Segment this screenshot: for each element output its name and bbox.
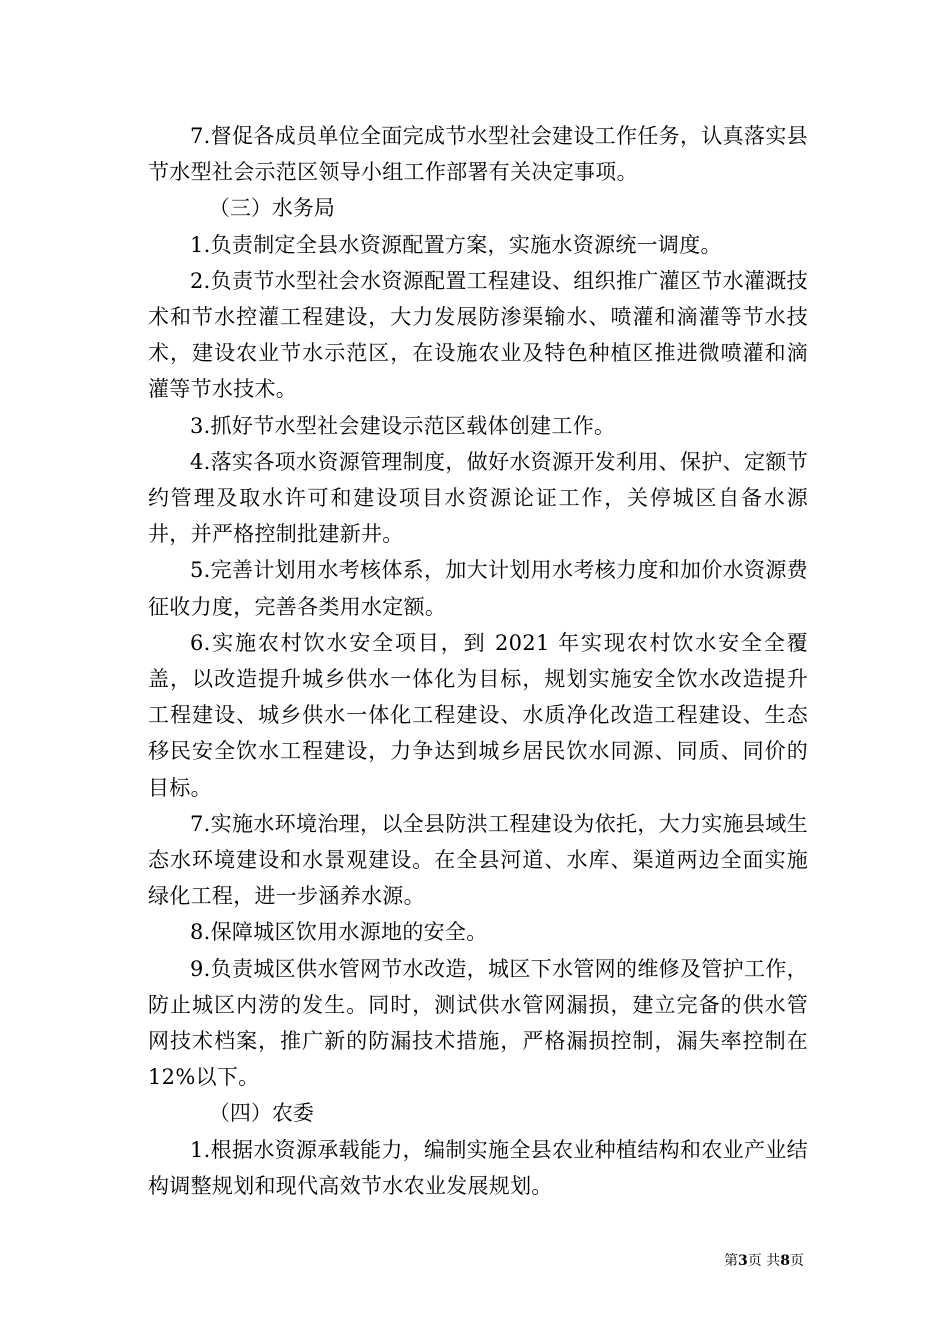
footer-current-page: 3	[738, 1253, 748, 1269]
paragraph: 1.根据水资源承载能力，编制实施全县农业种植结构和农业产业结构调整规划和现代高效节水农业发展规划。	[148, 1137, 808, 1198]
document-body	[148, 118, 808, 1204]
paragraph: 5.完善计划用水考核体系，加大计划用水考核力度和加价水资源费征收力度，完善各类用水定额。	[148, 558, 808, 619]
paragraph: 1.负责制定全县水资源配置方案，实施水资源统一调度。	[190, 232, 722, 257]
section-heading: （四）农委	[208, 1101, 314, 1126]
footer-total-pages: 8	[780, 1253, 790, 1269]
paragraph: 3.抓好节水型社会建设示范区载体创建工作。	[190, 413, 616, 438]
section-heading: （三）水务局	[208, 196, 335, 221]
footer-suffix: 页	[790, 1253, 804, 1269]
paragraph: 8.保障城区饮用水源地的安全。	[190, 920, 488, 945]
page-footer	[724, 1252, 804, 1270]
paragraph: 2.负责节水型社会水资源配置工程建设、组织推广灌区节水灌溉技术和节水控灌工程建设，大力发展防渗渠输水、喷灌和滴灌等节水技术，建设农业节水示范区，在设施农业及特色种植区推进微喷灌和滴灌等节水技术。	[148, 268, 808, 402]
paragraph: 9.负责城区供水管网节水改造，城区下水管网的维修及管护工作，防止城区内涝的发生。同时，测试供水管网漏损，建立完备的供水管网技术档案，推广新的防漏技术措施，严格漏损控制，漏失率控制在 12%以下。	[148, 956, 808, 1090]
footer-prefix: 第	[724, 1253, 739, 1269]
footer-middle: 页 共	[747, 1253, 781, 1269]
paragraph: 4.落实各项水资源管理制度，做好水资源开发利用、保护、定额节约管理及取水许可和建设项目水资源论证工作，关停城区自备水源井，并严格控制批建新井。	[148, 449, 808, 547]
paragraph: 6.实施农村饮水安全项目，到 2021 年实现农村饮水安全全覆盖，以改造提升城乡供水一体化为目标，规划实施安全饮水改造提升工程建设、城乡供水一体化工程建设、水质净化改造工程建设、生态移民安全饮水工程建设，力争达到城乡居民饮水同源、同质、同价的目标。	[148, 630, 808, 800]
paragraph: 7.实施水环境治理，以全县防洪工程建设为依托，大力实施县域生态水环境建设和水景观建设。在全县河道、水库、渠道两边全面实施绿化工程，进一步涵养水源。	[148, 811, 808, 909]
paragraph: 7.督促各成员单位全面完成节水型社会建设工作任务，认真落实县节水型社会示范区领导小组工作部署有关决定事项。	[148, 124, 808, 185]
